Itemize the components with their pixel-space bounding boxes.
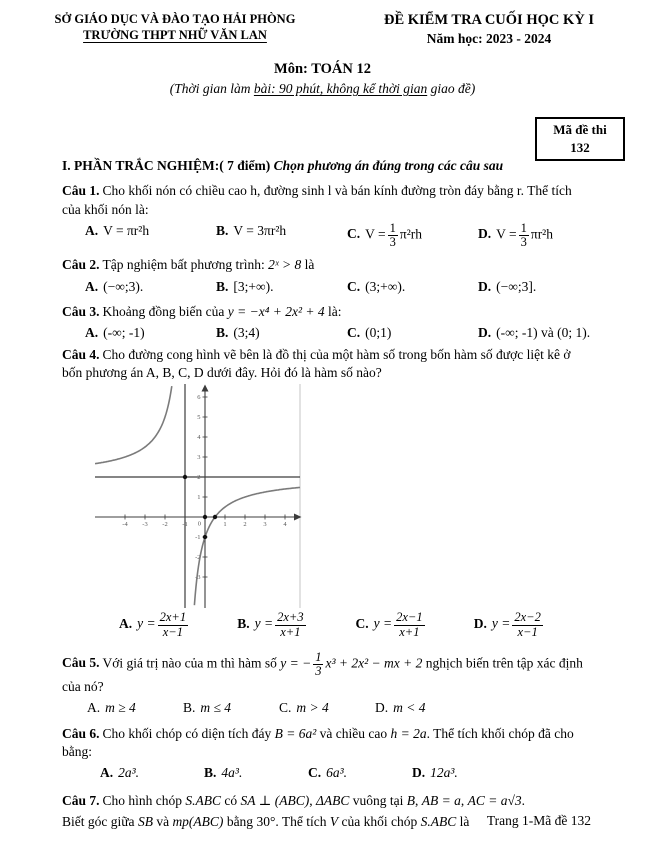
question-2 <box>62 256 592 296</box>
option-c: C. y = $\frac{2x-1}{x+1}$ <box>355 610 423 639</box>
question-2-number: Câu 2. <box>62 257 100 273</box>
question-1-number: Câu 1. <box>62 183 100 199</box>
question-6 <box>62 725 592 783</box>
school-year: Năm học: 2023 - 2024 <box>426 30 552 46</box>
section-heading-bold: I. PHẦN TRẮC NGHIỆM:( 7 điểm) <box>62 158 274 173</box>
department-name: SỞ GIÁO DỤC VÀ ĐÀO TẠO HẢI PHÒNG <box>54 12 296 26</box>
svg-text:3: 3 <box>197 454 201 462</box>
question-6-options <box>62 764 592 782</box>
question-5 <box>62 651 592 718</box>
header-right <box>356 11 622 47</box>
section-heading <box>62 157 592 175</box>
exam-body <box>62 157 592 836</box>
hyperbola-graph <box>95 384 307 608</box>
option-a: A. 2a³. <box>100 765 140 781</box>
question-2-text: Câu 2. Tập nghiệm bất phương trình: 2ˣ > 8 là <box>62 257 315 273</box>
question-4-number: Câu 4. <box>62 346 100 362</box>
option-c: C. m > 4 <box>279 700 329 716</box>
question-1-options <box>62 222 592 249</box>
fraction: $\frac{2x-2}{x-1}$ <box>514 610 541 639</box>
question-5-number: Câu 5. <box>62 655 100 671</box>
question-3-number: Câu 3. <box>62 304 100 320</box>
header-left <box>40 12 310 43</box>
option-b: B. y = $\frac{2x+3}{x+1}$ <box>237 610 304 639</box>
option-c: C. (0;1) <box>347 325 392 341</box>
option-a: A. (-∞; -1) <box>85 325 145 341</box>
exam-code-value: 132 <box>570 139 590 155</box>
option-b: B. (3;4) <box>216 325 260 341</box>
svg-text:-3: -3 <box>142 521 148 529</box>
svg-text:-2: -2 <box>162 521 168 529</box>
svg-text:-1: -1 <box>182 521 188 529</box>
svg-text:2: 2 <box>197 474 201 482</box>
svg-text:-2: -2 <box>195 554 201 562</box>
svg-text:-4: -4 <box>122 521 128 529</box>
question-5-options <box>62 699 592 717</box>
svg-text:4: 4 <box>197 434 201 442</box>
exam-title: ĐỀ KIỂM TRA CUỐI HỌC KỲ I <box>383 12 594 28</box>
time-note-post: giao đề) <box>427 81 476 96</box>
option-b: B. m ≤ 4 <box>183 700 232 716</box>
section-heading-italic: Chọn phương án đúng trong các câu sau <box>273 158 504 173</box>
question-6-text: Câu 6. Cho khối chóp có diện tích đáy B = 6a² và chiều cao h = 2a. Thể tích khối chóp đã cho bằng: <box>62 725 574 760</box>
question-2-options <box>62 278 592 296</box>
function-graph <box>95 384 592 609</box>
time-note-pre: (Thời gian làm <box>169 81 254 96</box>
exam-code-label: Mã đề thi <box>553 122 607 137</box>
subject-title: Môn: TOÁN 12 <box>274 61 371 77</box>
question-7-number: Câu 7. <box>62 792 100 808</box>
fraction: $\frac{1}{3}$ <box>389 221 396 250</box>
option-c: C. (3;+∞). <box>347 278 406 294</box>
svg-text:2: 2 <box>243 521 247 529</box>
page-footer: Trang 1-Mã đề 132 <box>486 813 591 828</box>
exam-code-box <box>535 117 625 161</box>
svg-text:3: 3 <box>263 521 267 529</box>
svg-text:5: 5 <box>197 414 201 422</box>
time-note-underlined: bài: 90 phút, không kể thời gian <box>253 81 428 96</box>
option-b: B. V = 3πr²h <box>216 223 287 239</box>
svg-text:6: 6 <box>197 394 201 402</box>
question-3 <box>62 303 592 343</box>
question-1-text: Câu 1. Cho khối nón có chiều cao h, đường sinh l và bán kính đường tròn đáy bằng r. Thể tích của khối nón là: <box>62 183 572 217</box>
option-d: D. (−∞;3]. <box>478 278 537 294</box>
option-d: D. V = $\frac{1}{3}$ πr²h <box>478 221 553 250</box>
option-c: C. 6a³. <box>308 765 348 781</box>
fraction: $\frac{1}{3}$ <box>520 221 527 250</box>
option-c: C. V = $\frac{1}{3}$ π²rh <box>347 221 422 250</box>
question-7-text-line2: Biết góc giữa SB và mp(ABC) bằng 30°. Thể tích V của khối chóp S.ABC là <box>62 814 470 830</box>
option-b: B. [3;+∞). <box>216 278 274 294</box>
option-d: D. m < 4 <box>375 700 426 716</box>
question-3-text: Câu 3. Khoảng đồng biến của y = −x⁴ + 2x² + 4 là: <box>62 304 342 320</box>
option-a: A. V = πr²h <box>85 223 150 239</box>
option-d: D. 12a³. <box>412 765 458 781</box>
option-a: A. y = $\frac{2x+1}{x-1}$ <box>119 610 187 639</box>
svg-text:0: 0 <box>197 520 201 528</box>
fraction: $\frac{2x+3}{x+1}$ <box>277 610 304 639</box>
time-note <box>0 81 645 97</box>
question-5-text: Câu 5. Với giá trị nào của m thì hàm số y = − $\frac{1}{3}$ x³ + 2x² − mx + 2 nghịch biến trên tập xác định của nó? <box>62 649 583 694</box>
svg-text:-1: -1 <box>195 534 201 542</box>
question-7-text-line1: Câu 7. Cho hình chóp S.ABC có SA ⊥ (ABC), ΔABC vuông tại B, AB = a, AC = a√3. <box>62 792 526 808</box>
svg-text:1: 1 <box>223 521 227 529</box>
fraction: $\frac{2x+1}{x-1}$ <box>159 610 187 639</box>
school-name: TRƯỜNG THPT NHỮ VĂN LAN <box>83 27 267 42</box>
question-1 <box>62 182 592 249</box>
fraction: $\frac{2x-1}{x+1}$ <box>396 610 423 639</box>
option-d: D. (-∞; -1) và (0; 1). <box>478 325 591 341</box>
question-4-text: Câu 4. Cho đường cong hình vẽ bên là đồ thị của một hàm số trong bốn hàm số được liệt kê ở bốn phương án A, B, C, D dưới đây. Hỏi đó là hàm số nào? <box>62 346 571 381</box>
fraction: $\frac{1}{3}$ <box>315 649 322 678</box>
option-a: A. (−∞;3). <box>85 278 144 294</box>
svg-text:4: 4 <box>283 521 287 529</box>
svg-text:-3: -3 <box>195 574 201 582</box>
svg-text:1: 1 <box>197 494 201 502</box>
option-b: B. 4a³. <box>204 765 243 781</box>
question-6-number: Câu 6. <box>62 725 100 741</box>
option-a: A. m ≥ 4 <box>87 700 136 716</box>
option-d: D. y = $\frac{2x-2}{x-1}$ <box>473 610 541 639</box>
question-3-options <box>62 324 592 342</box>
question-4-options <box>62 611 592 638</box>
question-4 <box>62 346 592 639</box>
